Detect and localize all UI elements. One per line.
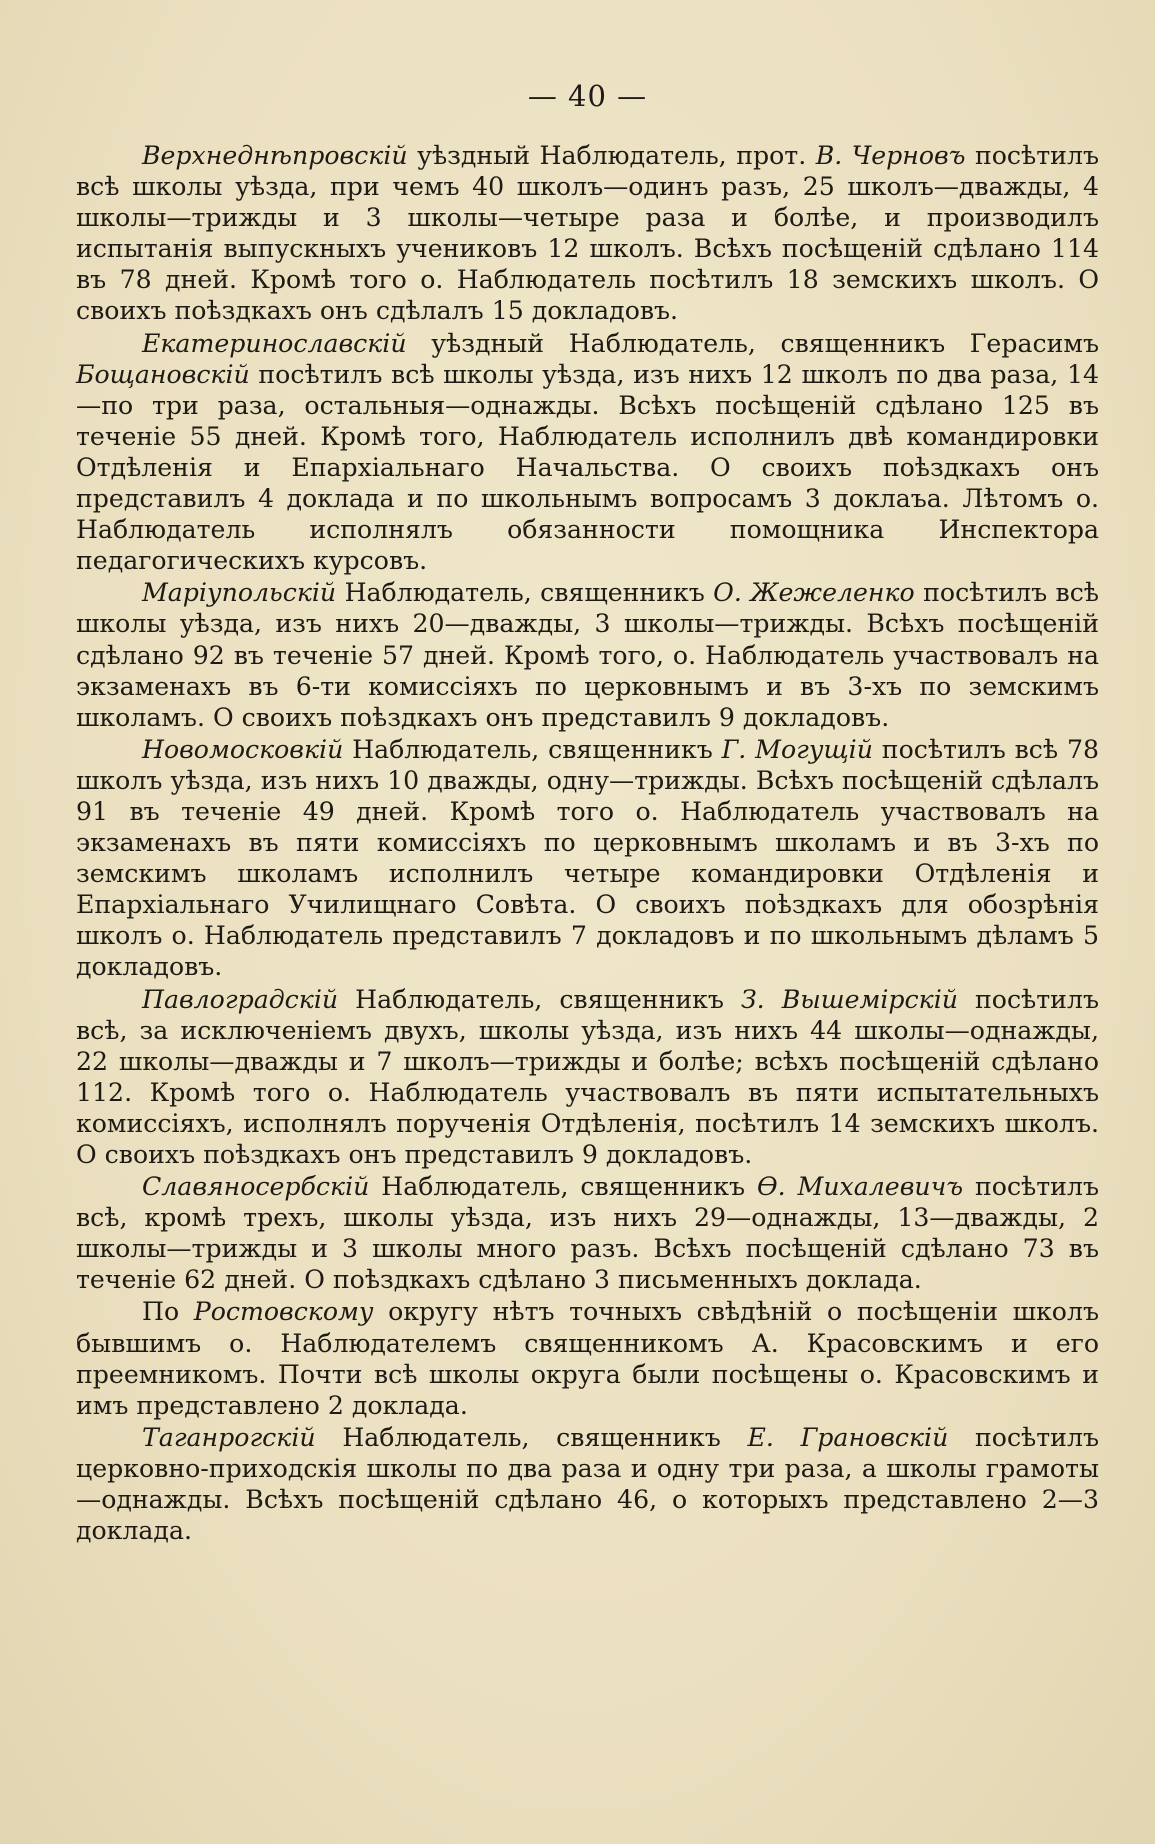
text-run: округу нѣтъ точныхъ свѣдѣній о посѣщеніи школъ бывшимъ о. Наблюдателемъ священникомъ А. Красовскимъ и его преемникомъ. Почти всѣ школы округа были посѣщены о. Красовскимъ и имъ представлено 2 доклада. <box>76 1297 1099 1420</box>
text-run: Наблюдатель, священникъ <box>343 734 722 764</box>
paragraph <box>76 1296 1099 1420</box>
italic-name: Новомосковкій <box>142 734 344 764</box>
italic-name: Маріупольскій <box>142 578 337 608</box>
italic-name: Бощановскій <box>76 359 250 389</box>
text-run: Наблюдатель, священникъ <box>315 1422 748 1452</box>
paragraph <box>76 734 1099 983</box>
italic-name: Верхнеднѣпровскій <box>142 141 408 170</box>
text-run: уѣздный Наблюдатель, прот. <box>407 141 816 170</box>
paragraph <box>76 577 1099 732</box>
text-run: По <box>142 1297 194 1327</box>
paragraph <box>76 1422 1099 1546</box>
text-run: Наблюдатель, священникъ <box>336 578 714 608</box>
italic-name: О. Жежеленко <box>713 578 915 608</box>
paragraph <box>76 140 1099 327</box>
italic-name: Ѳ. Михалевичъ <box>756 1172 964 1202</box>
text-run: уѣздный Наблюдатель, священникъ Герасимъ <box>406 328 1099 358</box>
paragraph <box>76 984 1099 1171</box>
text-run: посѣтилъ всѣ, за исключеніемъ двухъ, школы уѣзда, изъ нихъ 44 школы—однажды, 22 школы—дважды и 7 школъ—трижды и болѣе; всѣхъ посѣщеній сдѣлано 112. Кромѣ того о. Наблюдатель участвовалъ въ пяти испытательныхъ комиссіяхъ, исполнялъ порученія Отдѣленія, посѣтилъ 14 земскихъ школъ. О своихъ поѣздкахъ онъ представилъ 9 докладовъ. <box>76 984 1099 1169</box>
text-run: посѣтилъ всѣ школы уѣзда, при чемъ 40 школъ—одинъ разъ, 25 школъ—дважды, 4 школы—трижды и 3 школы—четыре раза и болѣе, и производилъ испытанія выпускныхъ учениковъ 12 школъ. Всѣхъ посѣщеній сдѣлано 114 въ 78 дней. Кромѣ того о. Наблюдатель посѣтилъ 18 земскихъ школъ. О своихъ поѣздкахъ онъ сдѣлалъ 15 докладовъ. <box>76 141 1099 326</box>
paragraph <box>76 328 1099 577</box>
text-body <box>76 140 1099 1546</box>
italic-name: Павлоградскій <box>142 984 339 1014</box>
text-run: посѣтилъ церковно-приходскія школы по два раза и одну три раза, а школы грамоты—однажды. Всѣхъ посѣщеній сдѣлано 46, о которыхъ представлено 2—3 доклада. <box>76 1422 1099 1546</box>
italic-name: Таганрогскій <box>142 1422 316 1452</box>
text-run: посѣтилъ всѣ школы уѣзда, изъ нихъ 20—дважды, 3 школы—трижды. Всѣхъ посѣщеній сдѣлано 92 въ теченіе 57 дней. Кромѣ того, о. Наблюдатель участвовалъ на экзаменахъ въ 6-ти комиссіяхъ по церковнымъ и въ 3-хъ по земскимъ школамъ. О своихъ поѣздкахъ онъ представилъ 9 докладовъ. <box>76 578 1099 732</box>
text-run: посѣтилъ всѣ школы уѣзда, изъ нихъ 12 школъ по два раза, 14—по три раза, остальныя—однажды. Всѣхъ посѣщеній сдѣлано 125 въ теченіе 55 дней. Кромѣ того, Наблюдатель исполнилъ двѣ командировки Отдѣленія и Епархіальнаго Начальства. О своихъ поѣздкахъ онъ представилъ 4 доклада и по школьнымъ вопросамъ 3 доклаъа. Лѣтомъ о. Наблюдатель исполнялъ обязанности помощника Инспектора педагогическихъ курсовъ. <box>76 359 1099 576</box>
italic-name: Славяносербскій <box>142 1172 370 1202</box>
text-run: посѣтилъ всѣ, кромѣ трехъ, школы уѣзда, изъ нихъ 29—однажды, 13—дважды, 2 школы—трижды и 3 школы много разъ. Всѣхъ посѣщеній сдѣлано 73 въ теченіе 62 дней. О поѣздкахъ сдѣлано 3 письменныхъ доклада. <box>76 1172 1099 1295</box>
text-run: Наблюдатель, священникъ <box>369 1172 757 1202</box>
italic-name: З. Вышеміpскій <box>740 984 958 1014</box>
italic-name: Екатеринославскій <box>142 328 407 358</box>
italic-name: Е. Грановскій <box>747 1422 949 1452</box>
text-run: посѣтилъ всѣ 78 школъ уѣзда, изъ нихъ 10 дважды, одну—трижды. Всѣхъ посѣщеній сдѣлалъ 91 въ теченіе 49 дней. Кромѣ того о. Наблюдатель участвовалъ на экзаменахъ въ пяти комиссіяхъ по церковнымъ школамъ и въ 3-хъ по земскимъ школамъ исполнилъ четыре командировки Отдѣленія и Епархіальнаго Училищнаго Совѣта. О своихъ поѣздкахъ для обозрѣнія школъ о. Наблюдатель представилъ 7 докладовъ и по школьнымъ дѣламъ 5 докладовъ. <box>76 734 1099 982</box>
italic-name: Г. Могущій <box>721 734 873 764</box>
italic-name: В. Черновъ <box>815 141 966 170</box>
italic-name: Ростовскому <box>193 1297 374 1327</box>
paragraph <box>76 1171 1099 1295</box>
page-number: — 40 — <box>527 79 648 113</box>
text-run: Наблюдатель, священникъ <box>338 984 741 1014</box>
